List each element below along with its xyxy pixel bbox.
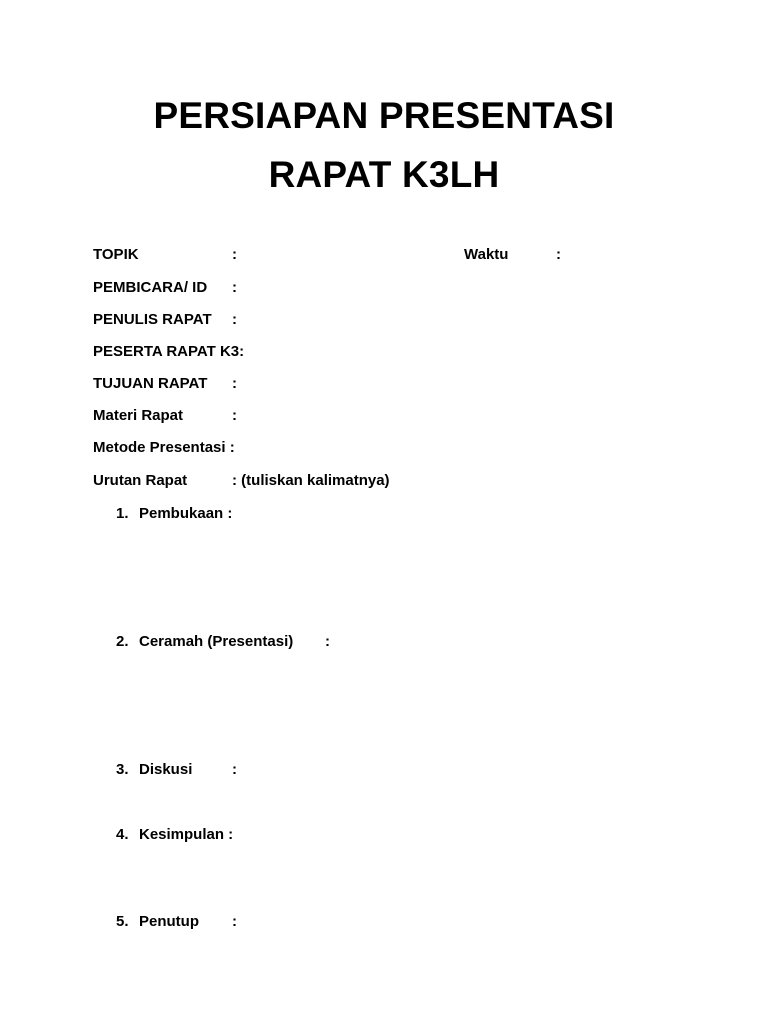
field-colon-penulis: : [232, 311, 237, 328]
field-label-pembicara: PEMBICARA/ ID [93, 279, 208, 296]
field-label-tujuan: TUJUAN RAPAT [93, 375, 208, 392]
field-colon-materi: : [232, 407, 237, 424]
field-label-topik: TOPIK [93, 246, 139, 263]
field-colon-pembicara: : [232, 279, 237, 296]
document-title-line2: RAPAT K3LH [268, 154, 500, 195]
field-label-materi: Materi Rapat [93, 407, 184, 424]
field-label-metode: Metode Presentasi : [93, 439, 235, 456]
list-item-label: Ceramah (Presentasi) [139, 633, 294, 650]
list-item-colon: : [232, 913, 237, 930]
list-item-colon: : [232, 761, 237, 778]
list-item-label: Diskusi [139, 761, 193, 778]
list-item-colon: : [325, 633, 330, 650]
list-item-label: Kesimpulan : [139, 826, 234, 843]
field-label-peserta: PESERTA RAPAT K3: [93, 343, 245, 360]
field-colon-topik: : [232, 246, 237, 263]
field-value-urutan: : (tuliskan kalimatnya) [232, 472, 390, 489]
field-label-waktu: Waktu [464, 246, 509, 263]
field-colon-waktu: : [556, 246, 561, 263]
list-item-number: 5. [116, 913, 129, 930]
list-item-number: 2. [116, 633, 129, 650]
field-label-urutan: Urutan Rapat [93, 472, 188, 489]
list-item-label: Penutup [139, 913, 199, 930]
field-colon-tujuan: : [232, 375, 237, 392]
document-title-line1: PERSIAPAN PRESENTASI [153, 95, 615, 136]
list-item-label: Pembukaan : [139, 505, 233, 522]
list-item-number: 3. [116, 761, 129, 778]
field-label-penulis: PENULIS RAPAT [93, 311, 212, 328]
list-item-number: 4. [116, 826, 129, 843]
list-item-number: 1. [116, 505, 129, 522]
